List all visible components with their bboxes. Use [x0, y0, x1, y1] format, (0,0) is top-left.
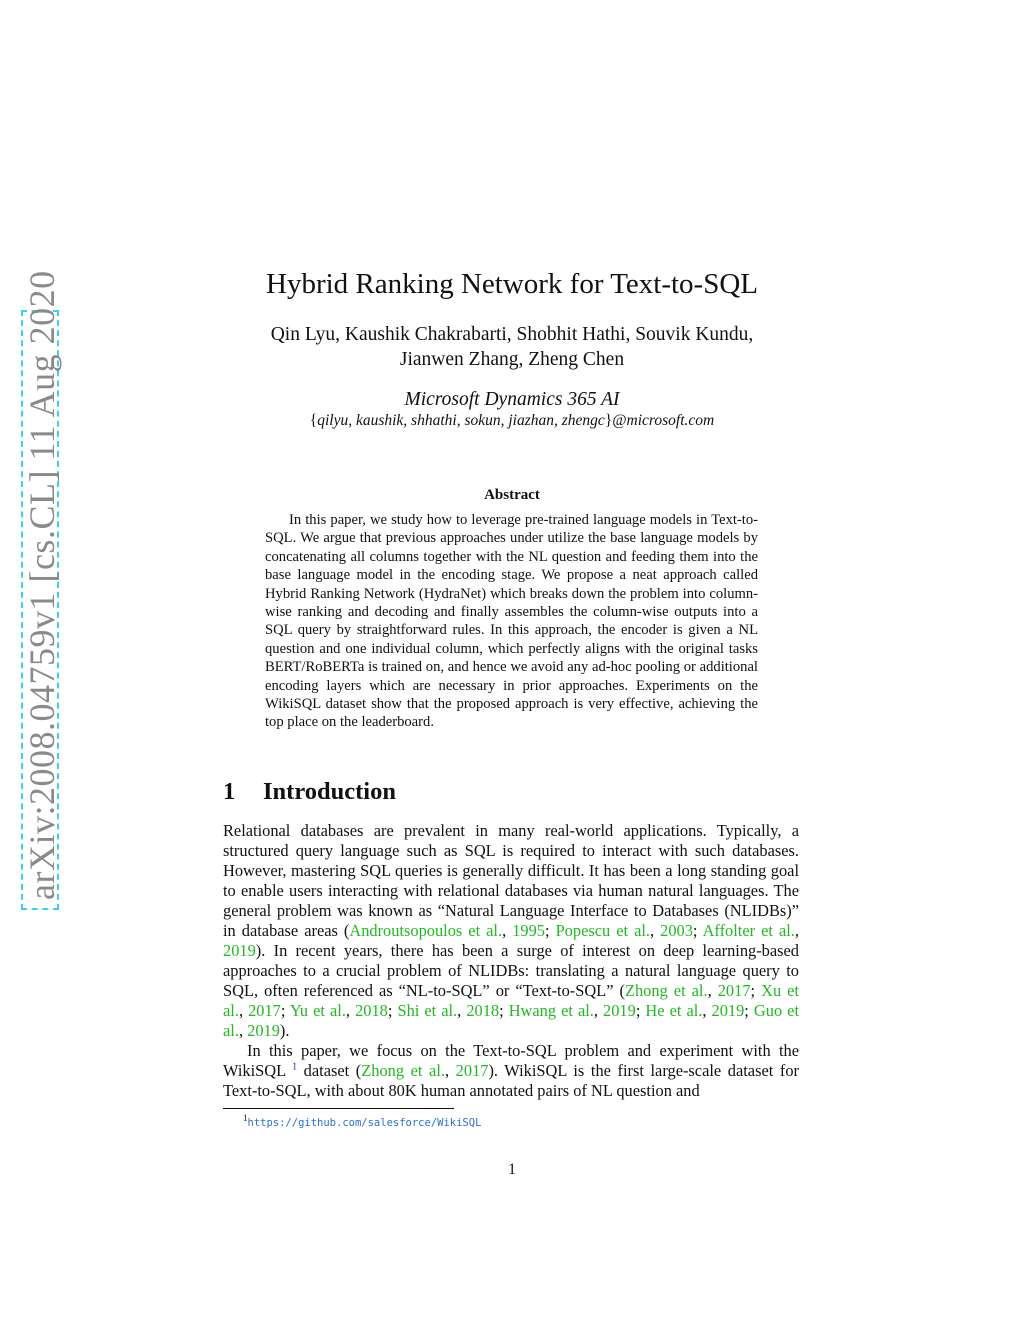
email-domain: @microsoft.com	[612, 412, 715, 429]
citation-link[interactable]: Hwang et al.	[508, 1001, 594, 1020]
abstract-body	[265, 511, 758, 732]
footnote-url-link[interactable]: https://github.com/salesforce/WikiSQL	[247, 1117, 482, 1130]
text: dataset (	[297, 1061, 362, 1080]
text: ,	[457, 1001, 467, 1020]
text: ). In recent years, there has been a surge of interest on deep learning-based approaches to a crucial problem of NLIDBs: translating a natural language query to SQL, often referenced as “NL-to-SQL” or “Text-to-SQL” (	[223, 941, 799, 1000]
text: ,	[238, 1021, 248, 1040]
citation-link[interactable]: He et al.	[645, 1001, 703, 1020]
footnote	[243, 1113, 481, 1129]
email-usernames: qilyu, kaushik, shhathi, sokun, jiazhan, zhengc	[317, 412, 605, 429]
text: ,	[593, 1001, 604, 1020]
authors-line-1: Qin Lyu, Kaushik Chakrabarti, Shobhit Hathi, Souvik Kundu,	[270, 324, 754, 345]
text: ,	[702, 1001, 712, 1020]
citation-link[interactable]: Yu et al.	[289, 1001, 346, 1020]
arxiv-identifier-stamp: arXiv:2008.04759v1 [cs.CL] 11 Aug 2020	[21, 310, 59, 910]
paragraph-2	[223, 1041, 799, 1101]
footnote-number: 1	[243, 1113, 248, 1123]
citation-year-link[interactable]: 2017	[717, 981, 751, 1000]
citation-year-link[interactable]: 2017	[455, 1061, 489, 1080]
text: ;	[499, 1001, 509, 1020]
text: ,	[707, 981, 718, 1000]
text: ,	[238, 1001, 249, 1020]
citation-year-link[interactable]: 1995	[512, 921, 545, 940]
citation-year-link[interactable]: 2019	[711, 1001, 745, 1020]
citation-year-link[interactable]: 2019	[247, 1021, 280, 1040]
text: In this paper, we focus on the Text-to-SQL problem and experiment with the WikiSQL	[223, 1041, 799, 1080]
section-number: 1	[223, 778, 236, 805]
text: ;	[692, 921, 703, 940]
author-list	[0, 322, 1024, 372]
citation-link[interactable]: Xu et al.	[223, 981, 800, 1020]
citation-link[interactable]: Affolter et al.	[702, 921, 795, 940]
text: ,	[345, 1001, 356, 1020]
text: ).	[279, 1021, 290, 1040]
text: ,	[650, 921, 661, 940]
citation-link[interactable]: Popescu et al.	[555, 921, 650, 940]
text: ,	[444, 1061, 456, 1080]
citation-link[interactable]: Shi et al.	[397, 1001, 458, 1020]
page-number: 1	[508, 1161, 516, 1178]
introduction-body	[223, 821, 799, 1101]
section-heading-introduction	[223, 778, 396, 806]
citation-link[interactable]: Zhong et al.	[361, 1061, 445, 1080]
text: ,	[794, 921, 799, 940]
text: ). WikiSQL is the first large-scale dataset for Text-to-SQL, with about 80K human annotated pairs of NL question and	[223, 1061, 799, 1100]
text: Relational databases are prevalent in many real-world applications. Typically, a structured query language such as SQL is required to interact with such databases. However, mastering SQL queries is generally difficult. It has been a long standing goal to enable users interacting with relational databases via human natural languages. The general problem was known as “Natural Language Interface to Databases (NLIDBs)” in database areas (	[223, 821, 799, 940]
paper-title: Hybrid Ranking Network for Text-to-SQL	[266, 268, 758, 300]
citation-link[interactable]: Androutsopoulos et al.	[349, 921, 503, 940]
footnote-marker-link[interactable]: 1	[292, 1061, 298, 1073]
abstract-text: In this paper, we study how to leverage pre-trained language models in Text-to-SQL. We argue that previous approaches under utilize the base language models by concatenating all columns together with the NL question and feeding them into the base language model in the encoding stage. We propose a neat approach called Hybrid Ranking Network (HydraNet) which breaks down the problem into column-wise ranking and decoding and finally assembles the column-wise outputs into a SQL query by straightforward rules. In this approach, the encoder is given a NL question and one individual column, which perfectly aligns with the original tasks BERT/RoBERTa is trained on, and hence we avoid any ad-hoc pooling or additional encoding layers which are necessary in prior approaches. Experiments on the WikiSQL dataset show that the proposed approach is very effective, achieving the top place on the leaderboard.	[265, 512, 758, 731]
authors-line-2: Jianwen Zhang, Zheng Chen	[399, 349, 625, 370]
email-brace-close: }	[604, 412, 613, 429]
text: ;	[750, 981, 762, 1000]
email-brace-open: {	[309, 412, 318, 429]
author-emails	[0, 412, 1024, 430]
citation-link[interactable]: Zhong et al.	[624, 981, 708, 1000]
text: ;	[635, 1001, 646, 1020]
affiliation: Microsoft Dynamics 365 AI	[404, 389, 620, 410]
citation-year-link[interactable]: 2019	[223, 941, 256, 960]
citation-year-link[interactable]: 2003	[660, 921, 693, 940]
citation-link[interactable]: Guo et al.	[223, 1001, 800, 1040]
citation-year-link[interactable]: 2017	[248, 1001, 281, 1020]
text: ;	[544, 921, 556, 940]
citation-year-link[interactable]: 2018	[466, 1001, 500, 1020]
text: ;	[280, 1001, 290, 1020]
footnote-divider	[223, 1108, 454, 1109]
paragraph-1	[223, 821, 799, 1041]
citation-year-link[interactable]: 2019	[603, 1001, 636, 1020]
text: ,	[502, 921, 513, 940]
abstract-heading: Abstract	[484, 487, 540, 503]
text: ;	[387, 1001, 398, 1020]
citation-year-link[interactable]: 2018	[355, 1001, 388, 1020]
section-title: Introduction	[263, 778, 396, 805]
text: ;	[744, 1001, 754, 1020]
